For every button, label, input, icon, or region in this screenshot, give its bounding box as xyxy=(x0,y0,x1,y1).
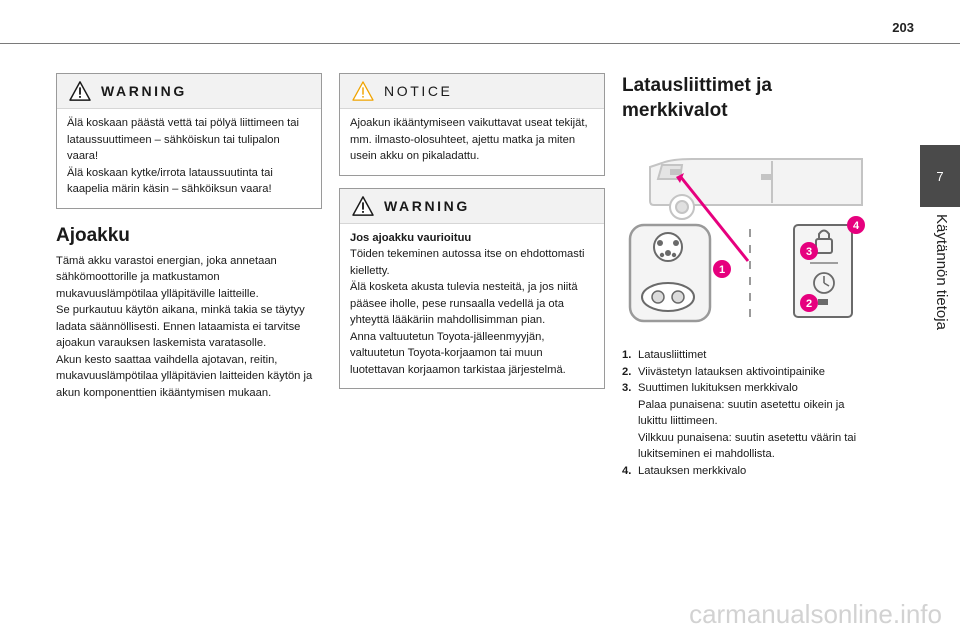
chapter-tab[interactable] xyxy=(920,145,960,207)
warning-triangle-icon xyxy=(69,81,91,101)
notice-box-body xyxy=(340,109,604,175)
callout-3 xyxy=(800,242,818,260)
van-icon xyxy=(650,159,862,219)
callout-label: 3 xyxy=(805,246,813,258)
warning-triangle-icon xyxy=(352,196,374,216)
notice-box-header xyxy=(340,74,604,109)
list-text: Suuttimen lukituksen merkkivalo xyxy=(638,382,798,394)
connector-socket-icon xyxy=(630,225,710,321)
list-item xyxy=(622,380,872,463)
warning-subheading: Jos ajoakku vaurioituu xyxy=(350,231,472,244)
warning-text: Älä koskaan kytke/irrota lataussuutinta tai kaapelia märin käsin – sähköiksun vaara! xyxy=(67,166,273,195)
warning-text: Anna valtuutetun Toyota-jälleenmyyjän, valtuutetun Toyota-korjaamon tai muun luotettavan korjaamon tarkistaa järjestelmä. xyxy=(350,330,566,376)
connector-legend xyxy=(622,347,872,479)
callout-2 xyxy=(800,294,818,312)
callout-1 xyxy=(713,260,731,278)
list-text: Vilkkuu punaisena: suutin asetettu väärin tai lukitseminen ei mahdollista. xyxy=(638,431,857,460)
warning-box-body xyxy=(340,224,604,389)
column-left xyxy=(56,73,322,401)
list-text: Viivästetyn latauksen aktivointipainike xyxy=(638,365,825,378)
callout-4 xyxy=(847,216,865,234)
warning-box-body xyxy=(57,109,321,208)
warning-heading: WARNING xyxy=(101,83,187,99)
section-title-ajoakku: Ajoakku xyxy=(56,224,130,246)
paragraph: Tämä akku varastoi energian, joka annetaan sähkömoottorille ja matkustamon mukavuuslämpötilaa ylläpitäville laitteille. xyxy=(56,254,277,300)
chapter-title: Käytännön tietoja xyxy=(933,214,950,330)
watermark: carmanualsonline.info xyxy=(689,599,942,629)
callout-label: 2 xyxy=(805,298,813,310)
warning-box-damage xyxy=(339,188,605,390)
notice-triangle-icon xyxy=(352,81,374,101)
list-number: 4. xyxy=(622,464,632,477)
paragraph: Se purkautuu käytön aikana, minkä takia se täytyy ladata säännöllisesti. Ennen lataamista ei tarvitse ajoakun varauksen laskemista varatasolle. xyxy=(56,304,305,349)
list-number: 1. xyxy=(622,349,632,361)
chapter-number: 7 xyxy=(936,168,944,184)
warning-box-header xyxy=(57,74,321,109)
ajoakku-body xyxy=(56,253,322,402)
list-text: Latausliittimet xyxy=(638,349,707,361)
warning-text: Älä koskaan päästä vettä tai pölyä liittimeen tai lataussuuttimeen – sähköiskun tai tulipalon vaara! xyxy=(67,117,299,162)
warning-heading: WARNING xyxy=(384,197,470,214)
list-text: Latauksen merkkivalo xyxy=(638,464,747,477)
list-number: 3. xyxy=(622,382,632,394)
list-item xyxy=(622,364,872,381)
column-middle xyxy=(339,73,605,389)
paragraph: Akun kesto saattaa vaihdella ajotavan, reitin, mukavuuslämpötilaa ylläpitävien laitteiden käytön ja akun komponenttien ikääntymisen mukaan. xyxy=(56,353,313,399)
notice-box xyxy=(339,73,605,176)
callout-label: 4 xyxy=(852,220,860,232)
callout-label: 1 xyxy=(718,264,726,276)
section-title-connectors: Latausliittimet ja merkkivalot xyxy=(622,75,772,121)
charging-port-illustration xyxy=(622,139,872,339)
column-right xyxy=(622,73,872,479)
list-item xyxy=(622,347,872,364)
list-number: 2. xyxy=(622,365,632,378)
warning-box-header xyxy=(340,189,604,224)
notice-text: Ajoakun ikääntymiseen vaikuttavat useat tekijät, mm. ilmasto-olosuhteet, ajettu matka ja miten usein akku on pikaladattu. xyxy=(350,117,588,162)
warning-text: Töiden tekeminen autossa itse on ehdottomasti kielletty. xyxy=(350,248,585,277)
page-number: 203 xyxy=(892,20,914,35)
notice-heading: NOTICE xyxy=(384,83,453,99)
list-text: Palaa punaisena: suutin asetettu oikein ja lukittu liittimeen. xyxy=(638,398,845,427)
list-item xyxy=(622,463,872,480)
charging-port-diagram xyxy=(622,139,872,339)
warning-text: Älä kosketa akusta tulevia nesteitä, ja jos niitä pääsee iholle, pese runsaalla vedellä ja ota yhteyttä lääkäriin mahdollisimman pian. xyxy=(350,281,578,326)
warning-box-water xyxy=(56,73,322,209)
header-rule xyxy=(0,43,960,44)
